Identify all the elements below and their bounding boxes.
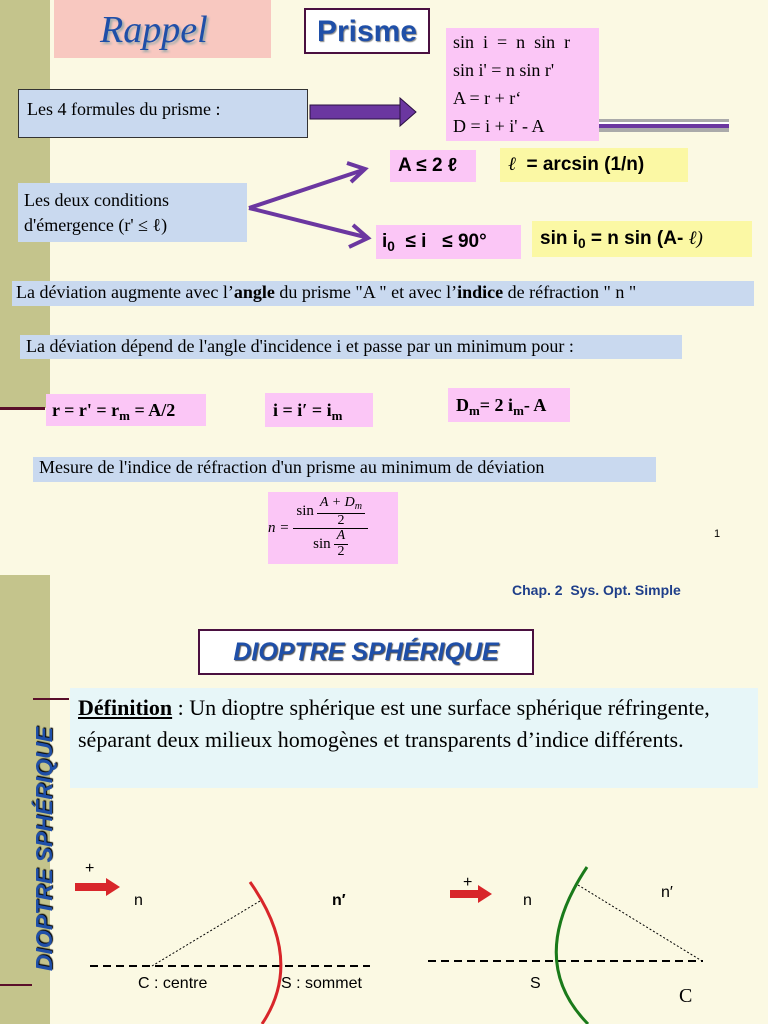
formula-two-2: 2 <box>337 544 345 560</box>
conditions-label <box>18 183 247 242</box>
formula-4: D = i + i' - A <box>453 116 545 136</box>
dioptre-title: DIOPTRE SPHÉRIQUE <box>198 629 534 675</box>
deviation-bold-indice: indice <box>457 282 504 302</box>
formula-a-plus: A + D <box>319 495 355 511</box>
fig2-direction-arrow-head <box>478 885 492 903</box>
formula-n-label: n = <box>268 519 290 536</box>
deviation-statement <box>12 281 754 306</box>
conditions-arrows <box>245 155 375 250</box>
formula-rule <box>599 119 729 132</box>
dioptre-figure-1 <box>70 835 390 1024</box>
equation-d-sub-2: m <box>513 402 524 418</box>
condition-sin-ell: ℓ) <box>688 228 703 249</box>
fig1-n: n <box>134 892 143 909</box>
arrow-down-line <box>249 208 365 237</box>
mesure-statement: Mesure de l'indice de réfraction d'un prisme au minimum de déviation <box>33 457 656 482</box>
equation-d <box>448 388 570 422</box>
fig2-plus: + <box>463 874 473 891</box>
formulas-label: Les 4 formules du prisme : <box>18 89 308 138</box>
fig2-n-prime: n′ <box>661 884 673 901</box>
condition-l <box>500 148 688 182</box>
equation-d-post: - A <box>523 395 547 415</box>
conditions-label-line-2: d'émergence (r' ≤ ℓ) <box>24 215 168 235</box>
fig1-n-prime: n′ <box>332 892 346 909</box>
formula-inner-fraction-1 <box>317 496 365 528</box>
condition-a: A ≤ 2 ℓ <box>390 150 476 182</box>
equation-d-mid: = 2 i <box>479 395 514 415</box>
ell-symbol: ℓ <box>508 154 516 175</box>
condition-sin-label: sin i <box>540 228 579 249</box>
prisme-title: Prisme <box>304 8 430 54</box>
page-number: 1 <box>714 528 721 540</box>
vertical-title: DIOPTRE SPHÉRIQUE <box>31 726 57 972</box>
formula-sin-2: sin <box>313 535 331 552</box>
equation-r-post: = A/2 <box>129 400 176 420</box>
equation-d-sub-1: m <box>469 402 480 418</box>
formula-m-sub: m <box>354 501 363 513</box>
fig2-radius-line <box>578 885 702 961</box>
formula-3: A = r + r‘ <box>453 88 522 108</box>
fig2-center-label: C <box>679 985 693 1007</box>
condition-i-sub: 0 <box>387 239 395 255</box>
formulas-arrow <box>308 97 418 129</box>
equation-r-text: r = r' = r <box>52 400 120 420</box>
conditions-label-line-1: Les deux conditions <box>24 190 169 210</box>
definition-text: : Un dioptre sphérique est une surface sphérique réfringente, séparant deux milieux homogènes et transparents d’indice différents. <box>78 695 710 752</box>
formula-inner-fraction-2 <box>334 529 349 559</box>
formula-1: sin i = n sin r <box>453 32 571 52</box>
formula-denominator <box>310 529 351 559</box>
index-formula <box>268 492 398 564</box>
formula-a: A <box>334 529 349 545</box>
fig2-dioptre-surface <box>556 867 588 1024</box>
minimum-statement: La déviation dépend de l'angle d'incidence i et passe par un minimum pour : <box>20 335 682 359</box>
chapter-label: Chap. 2 Sys. Opt. Simple <box>512 582 681 598</box>
fig1-plus: + <box>85 860 95 877</box>
formulas-arrow-shaft <box>310 105 400 119</box>
condition-l-text: = arcsin (1/n) <box>515 154 645 175</box>
equation-i-sub: m <box>331 407 343 423</box>
fig1-radius-line <box>152 901 260 966</box>
equation-r-sub: m <box>119 407 130 423</box>
deviation-text-3: de réfraction " n " <box>503 282 637 302</box>
fig1-dioptre-surface <box>250 882 281 1024</box>
sidebar-line <box>0 407 45 410</box>
equation-i <box>265 393 373 427</box>
deviation-text-2: du prisme "A " et avec l’ <box>274 282 458 302</box>
fig2-n: n <box>523 892 532 909</box>
formula-numerator <box>293 496 368 529</box>
dioptre-figure-2 <box>420 830 740 1024</box>
fig1-center-label: C : centre <box>138 975 208 992</box>
fig1-direction-arrow-head <box>106 878 120 896</box>
fig1-summit-label: S : sommet <box>281 975 362 992</box>
definition-box <box>70 688 758 788</box>
formula-2: sin i' = n sin r' <box>453 60 555 80</box>
formula-main-fraction <box>293 496 368 560</box>
arrow-up-line <box>249 170 363 208</box>
sidebar-line-2 <box>33 698 69 700</box>
fig2-summit-label: S <box>530 975 541 992</box>
formula-a-plus-dm <box>317 496 365 514</box>
condition-i-text: ≤ i ≤ 90° <box>394 231 487 252</box>
rappel-title: Rappel <box>100 9 208 51</box>
deviation-bold-angle: angle <box>233 282 275 302</box>
equation-i-text: i = i′ = i <box>273 400 332 420</box>
formulas-arrow-head <box>400 98 416 126</box>
definition-label: Définition <box>78 695 173 720</box>
condition-sin-sub: 0 <box>578 236 586 252</box>
condition-i <box>376 225 521 259</box>
prism-formulas-box <box>446 28 599 141</box>
slide-2 <box>0 575 768 1024</box>
condition-sin <box>532 221 752 257</box>
equation-d-text: D <box>456 395 469 415</box>
condition-i-label: i <box>382 231 388 252</box>
condition-sin-text: = n sin (A- <box>585 228 689 249</box>
equation-r <box>46 394 206 426</box>
formula-sin-1: sin <box>296 503 314 520</box>
deviation-text-1: La déviation augmente avec l’ <box>16 282 234 302</box>
formula-two-1: 2 <box>337 512 345 528</box>
